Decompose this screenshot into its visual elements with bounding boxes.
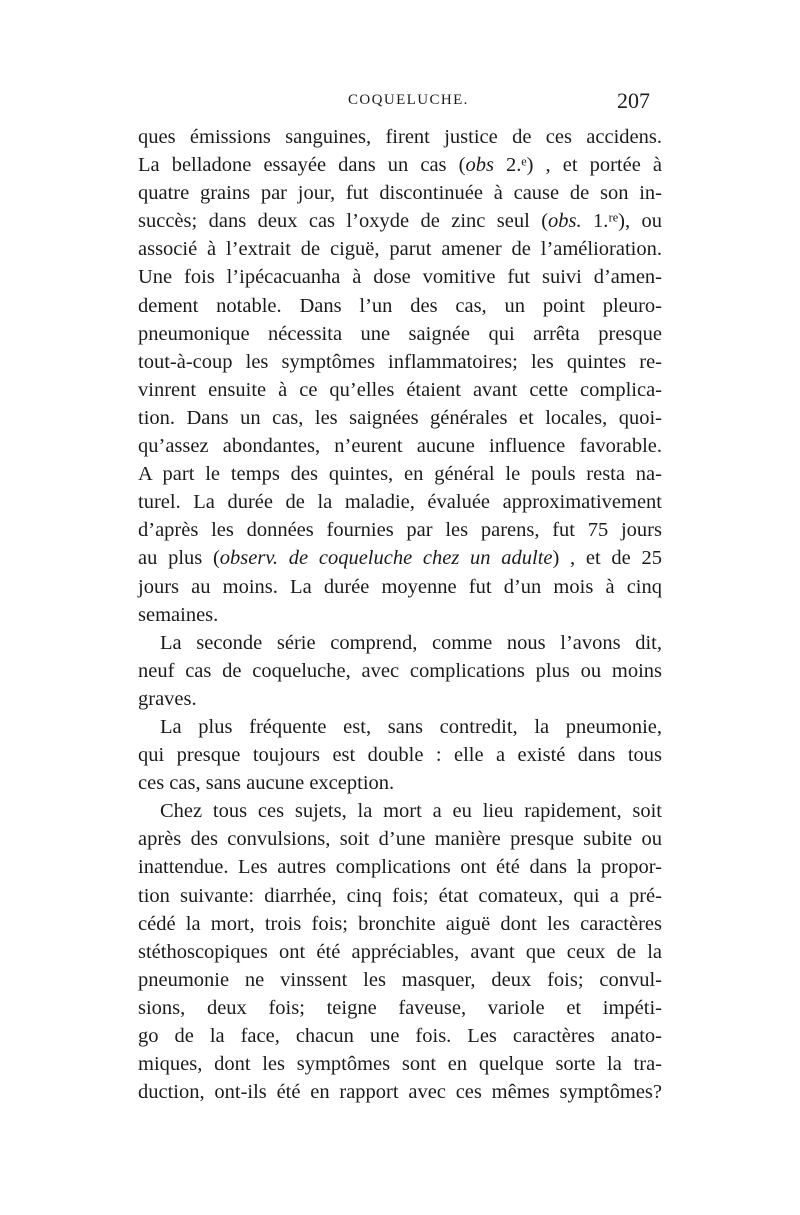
text-run: go de la face, chacun une fois. Les caractères anato- bbox=[138, 1025, 662, 1047]
text-run: La seconde série comprend, comme nous l’avons dit, bbox=[160, 631, 662, 654]
text-run: succès; dans deux cas l’oxyde de zinc seul ( bbox=[138, 210, 549, 233]
text-run: ) , et de 25 bbox=[552, 547, 662, 570]
text-run: dement notable. Dans l’un des cas, un point pleuro- bbox=[138, 294, 662, 317]
text-line bbox=[138, 207, 662, 235]
text-run: ces cas, sans aucune exception. bbox=[138, 772, 395, 795]
text-line bbox=[138, 404, 662, 432]
text-run: inattendue. Les autres complications ont été dans la propor- bbox=[138, 856, 662, 879]
text-line bbox=[138, 123, 662, 151]
text-run: A part le temps des quintes, en général le pouls resta na- bbox=[138, 463, 662, 486]
text-line bbox=[138, 685, 662, 713]
text-line bbox=[138, 882, 662, 910]
text-run: ques émissions sanguines, firent justice de ces accidens. bbox=[138, 126, 662, 148]
italic-text: obs. bbox=[548, 210, 582, 233]
text-line bbox=[138, 994, 662, 1022]
text-run: semaines. bbox=[138, 603, 219, 626]
text-line bbox=[138, 741, 662, 769]
text-line bbox=[138, 825, 662, 853]
italic-text: obs bbox=[465, 154, 494, 177]
text-line bbox=[138, 573, 662, 601]
text-run: pneumonique nécessita une saignée qui arrêta presque bbox=[138, 322, 662, 345]
text-run: 2.ᵉ) , et portée à bbox=[493, 154, 662, 177]
text-run: stéthoscopiques ont été appréciables, avant que ceux de la bbox=[138, 940, 662, 963]
text-run: 1.ʳᵉ), ou bbox=[581, 210, 662, 233]
text-line bbox=[138, 1022, 662, 1050]
text-run: Chez tous ces sujets, la mort a eu lieu rapidement, soit bbox=[160, 800, 662, 823]
text-line bbox=[138, 348, 662, 376]
text-line bbox=[138, 1050, 662, 1078]
text-line bbox=[138, 376, 662, 404]
text-line bbox=[138, 769, 662, 797]
text-run: turel. La durée de la maladie, évaluée approximativement bbox=[138, 491, 662, 514]
text-run: miques, dont les symptômes sont en quelque sorte la tra- bbox=[138, 1053, 662, 1076]
text-run: jours au moins. La durée moyenne fut d’un mois à cinq bbox=[138, 575, 662, 598]
text-line bbox=[138, 263, 662, 291]
text-run: La belladone essayée dans un cas ( bbox=[138, 154, 466, 177]
text-run: cédé la mort, trois fois; bronchite aiguë dont les caractères bbox=[138, 912, 662, 935]
text-run: pneumonie ne vinssent les masquer, deux fois; convul- bbox=[138, 968, 662, 991]
text-run: La plus fréquente est, sans contredit, la pneumonie, bbox=[160, 715, 662, 738]
text-line bbox=[138, 292, 662, 320]
text-line bbox=[138, 544, 662, 572]
text-line bbox=[138, 853, 662, 881]
italic-text: observ. de coqueluche chez un adulte bbox=[219, 547, 553, 570]
text-line bbox=[138, 1078, 662, 1106]
page-number: 207 bbox=[617, 88, 650, 113]
text-run: qu’assez abondantes, n’eurent aucune influence favorable. bbox=[138, 435, 662, 458]
text-run: au plus ( bbox=[138, 547, 220, 570]
text-line bbox=[138, 966, 662, 994]
text-line bbox=[138, 629, 662, 657]
text-run: vinrent ensuite à ce qu’elles étaient avant cette complica- bbox=[138, 378, 662, 401]
text-run: duction, ont-ils été en rapport avec ces mêmes symptômes? bbox=[138, 1081, 662, 1104]
text-run: tion suivante: diarrhée, cinq fois; état comateux, qui a pré- bbox=[138, 884, 662, 907]
text-run: d’après les données fournies par les parens, fut 75 jours bbox=[138, 519, 662, 542]
text-run: Une fois l’ipécacuanha à dose vomitive fut suivi d’amen- bbox=[138, 266, 662, 289]
page-header bbox=[138, 88, 658, 118]
text-line bbox=[138, 713, 662, 741]
text-line bbox=[138, 235, 662, 263]
text-line bbox=[138, 797, 662, 825]
text-line bbox=[138, 601, 662, 629]
text-run: quatre grains par jour, fut discontinuée à cause de son in- bbox=[138, 182, 662, 205]
text-run: tion. Dans un cas, les saignées générales et locales, quoi- bbox=[138, 406, 662, 429]
text-line bbox=[138, 516, 662, 544]
text-line bbox=[138, 432, 662, 460]
text-run: qui presque toujours est double : elle a existé dans tous bbox=[138, 744, 662, 767]
text-line bbox=[138, 460, 662, 488]
text-run: neuf cas de coqueluche, avec complications plus ou moins bbox=[138, 659, 662, 682]
text-run: tout-à-coup les symptômes inflammatoires; les quintes re- bbox=[138, 350, 662, 373]
text-run: après des convulsions, soit d’une manière presque subite ou bbox=[138, 828, 662, 851]
text-run: associé à l’extrait de ciguë, parut amener de l’amélioration. bbox=[138, 238, 662, 261]
body-text bbox=[138, 123, 662, 1106]
text-line bbox=[138, 488, 662, 516]
text-run: graves. bbox=[138, 687, 197, 710]
text-line bbox=[138, 151, 662, 179]
running-title: COQUELUCHE. bbox=[348, 92, 469, 108]
text-run: sions, deux fois; teigne faveuse, variole et impéti- bbox=[138, 996, 662, 1019]
text-line bbox=[138, 179, 662, 207]
text-line bbox=[138, 938, 662, 966]
text-line bbox=[138, 320, 662, 348]
text-line bbox=[138, 657, 662, 685]
text-line bbox=[138, 910, 662, 938]
